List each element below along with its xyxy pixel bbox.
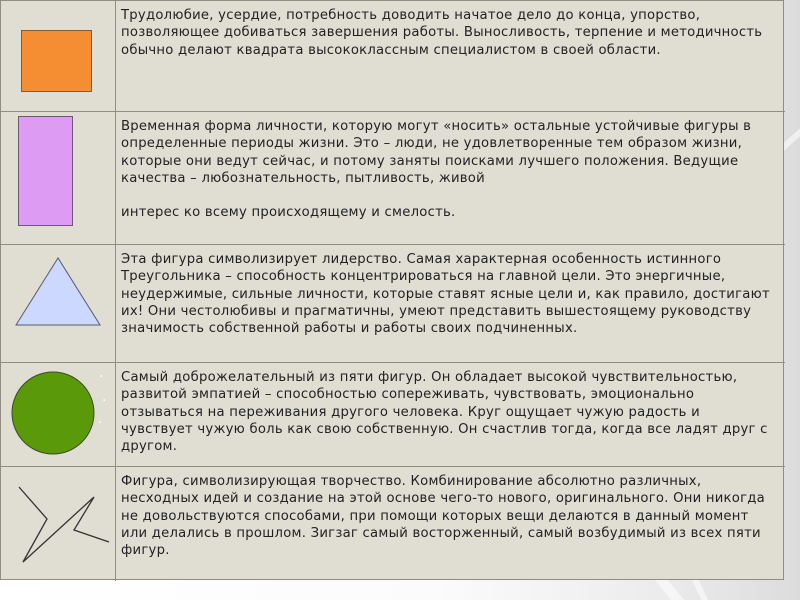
description-circle: Самый доброжелательный из пяти фигур. Он обладает высокой чувствительностью, развитой эмпатией – способностью сопереживать, чувствовать, эмоционально отзываться на переживания другого человека. Круг ощущает чужую радость и чувствует чужую боль как свою собственную. Он счастлив тогда, когда все ладят друг с другом.	[116, 363, 785, 467]
sparkle-icon: ·	[99, 369, 104, 385]
rectangle-shape	[18, 116, 73, 226]
triangle-shape	[1, 245, 116, 363]
shape-cell-rectangle	[1, 112, 116, 245]
description-zigzag: Фигура, символизирующая творчество. Комбинирование абсолютно различных, несходных идей и создание на этой основе чего-то нового, оригинального. Они никогда не довольствуются способами, при помощи которых вещи делаются в данный момент или делались в прошлом. Зигзаг самый восторженный, самый возбудимый из всех пяти фигур.	[121, 474, 765, 559]
description-square: Трудолюбие, усердие, потребность доводить начатое дело до конца, упорство, позволяющее добиваться завершения работы. Выносливость, терпение и методичность обычно делают квадрата высококлассным специалистом в своей области.	[116, 1, 785, 112]
shape-cell-zigzag	[1, 467, 116, 581]
sparkle-icon: ·	[102, 393, 107, 409]
description-rectangle: Временная форма личности, которую могут «носить» остальные устойчивые фигуры в определенные периоды жизни. Это – люди, не удовлетворенные тем образом жизни, которые они ведут сейчас, и потому заняты поисками лучшего положения. Ведущие качества – любознательность, пытливость, живой интерес ко всему происходящему и смелость.	[116, 112, 785, 245]
square-shape	[21, 30, 92, 92]
shape-cell-triangle	[1, 245, 116, 363]
sparkle-icon: ·	[98, 415, 103, 431]
shape-cell-square	[1, 1, 116, 112]
shape-cell-circle	[1, 363, 116, 467]
zigzag-shape	[1, 467, 116, 581]
description-triangle: Эта фигура символизирует лидерство. Самая характерная особенность истинного Треугольника – способность концентрироваться на главной цели. Это энергичные, неудержимые, сильные личности, которые ставят ясные цели и, как правило, достигают их! Они честолюбивы и прагматичны, умеют представить вышестоящему руководству значимость собственной работы и работы своих подчиненных.	[116, 245, 785, 363]
